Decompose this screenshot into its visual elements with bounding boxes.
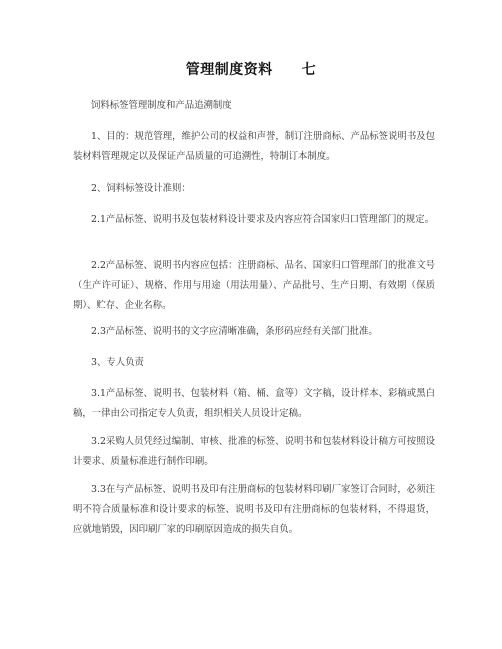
paragraph-purpose: 1、目的：规范管理，维护公司的权益和声誉，制订注册商标、产品标签说明书及包装材料管理规定以及保证产品质量的可追溯性，特制订本制度。 bbox=[73, 131, 435, 162]
paragraph-3-3: 3.3在与产品标签、说明书及印有注册商标的包装材料印刷厂家签订合同时，必须注明不符合质量标准和设计要求的标签、说明书及印有注册商标的包装材料，不得退货，应就地销毁，因印刷厂家的印刷原因造成的损失自负。 bbox=[73, 484, 435, 535]
paragraph-3-1: 3.1产品标签、说明书、包装材料（箱、桶、盒等）文字稿，设计样本、彩稿或黑白稿，一律由公司指定专人负责，组织相关人员设计定稿。 bbox=[73, 388, 435, 419]
paragraph-heading: 饲料标签管理制度和产品追溯制度 bbox=[91, 100, 232, 111]
document-title: 管理制度资料 七 bbox=[185, 62, 317, 78]
paragraph-2-3: 2.3产品标签、说明书的文字应清晰准确，条形码应经有关部门批准。 bbox=[91, 326, 378, 337]
paragraph-3-2: 3.2采购人员凭经过编制、审核、批准的标签、说明书和包装材料设计稿方可按照设计要求、质量标准进行制作印刷。 bbox=[73, 436, 435, 467]
paragraph-section-3: 3、专人负责 bbox=[91, 357, 144, 368]
paragraph-2-2: 2.2产品标签、说明书内容应包括：注册商标、品名、国家归口管理部门的批准文号（生产许可证）、规格、作用与用途（用法用量）、产品批号、生产日期、有效期（保质期）、贮存、企业名称。 bbox=[73, 260, 435, 311]
paragraph-2-1: 2.1产品标签、说明书及包装材料设计要求及内容应符合国家归口管理部门的规定。 bbox=[91, 214, 435, 225]
paragraph-section-2: 2、饲料标签设计准则： bbox=[91, 183, 191, 194]
